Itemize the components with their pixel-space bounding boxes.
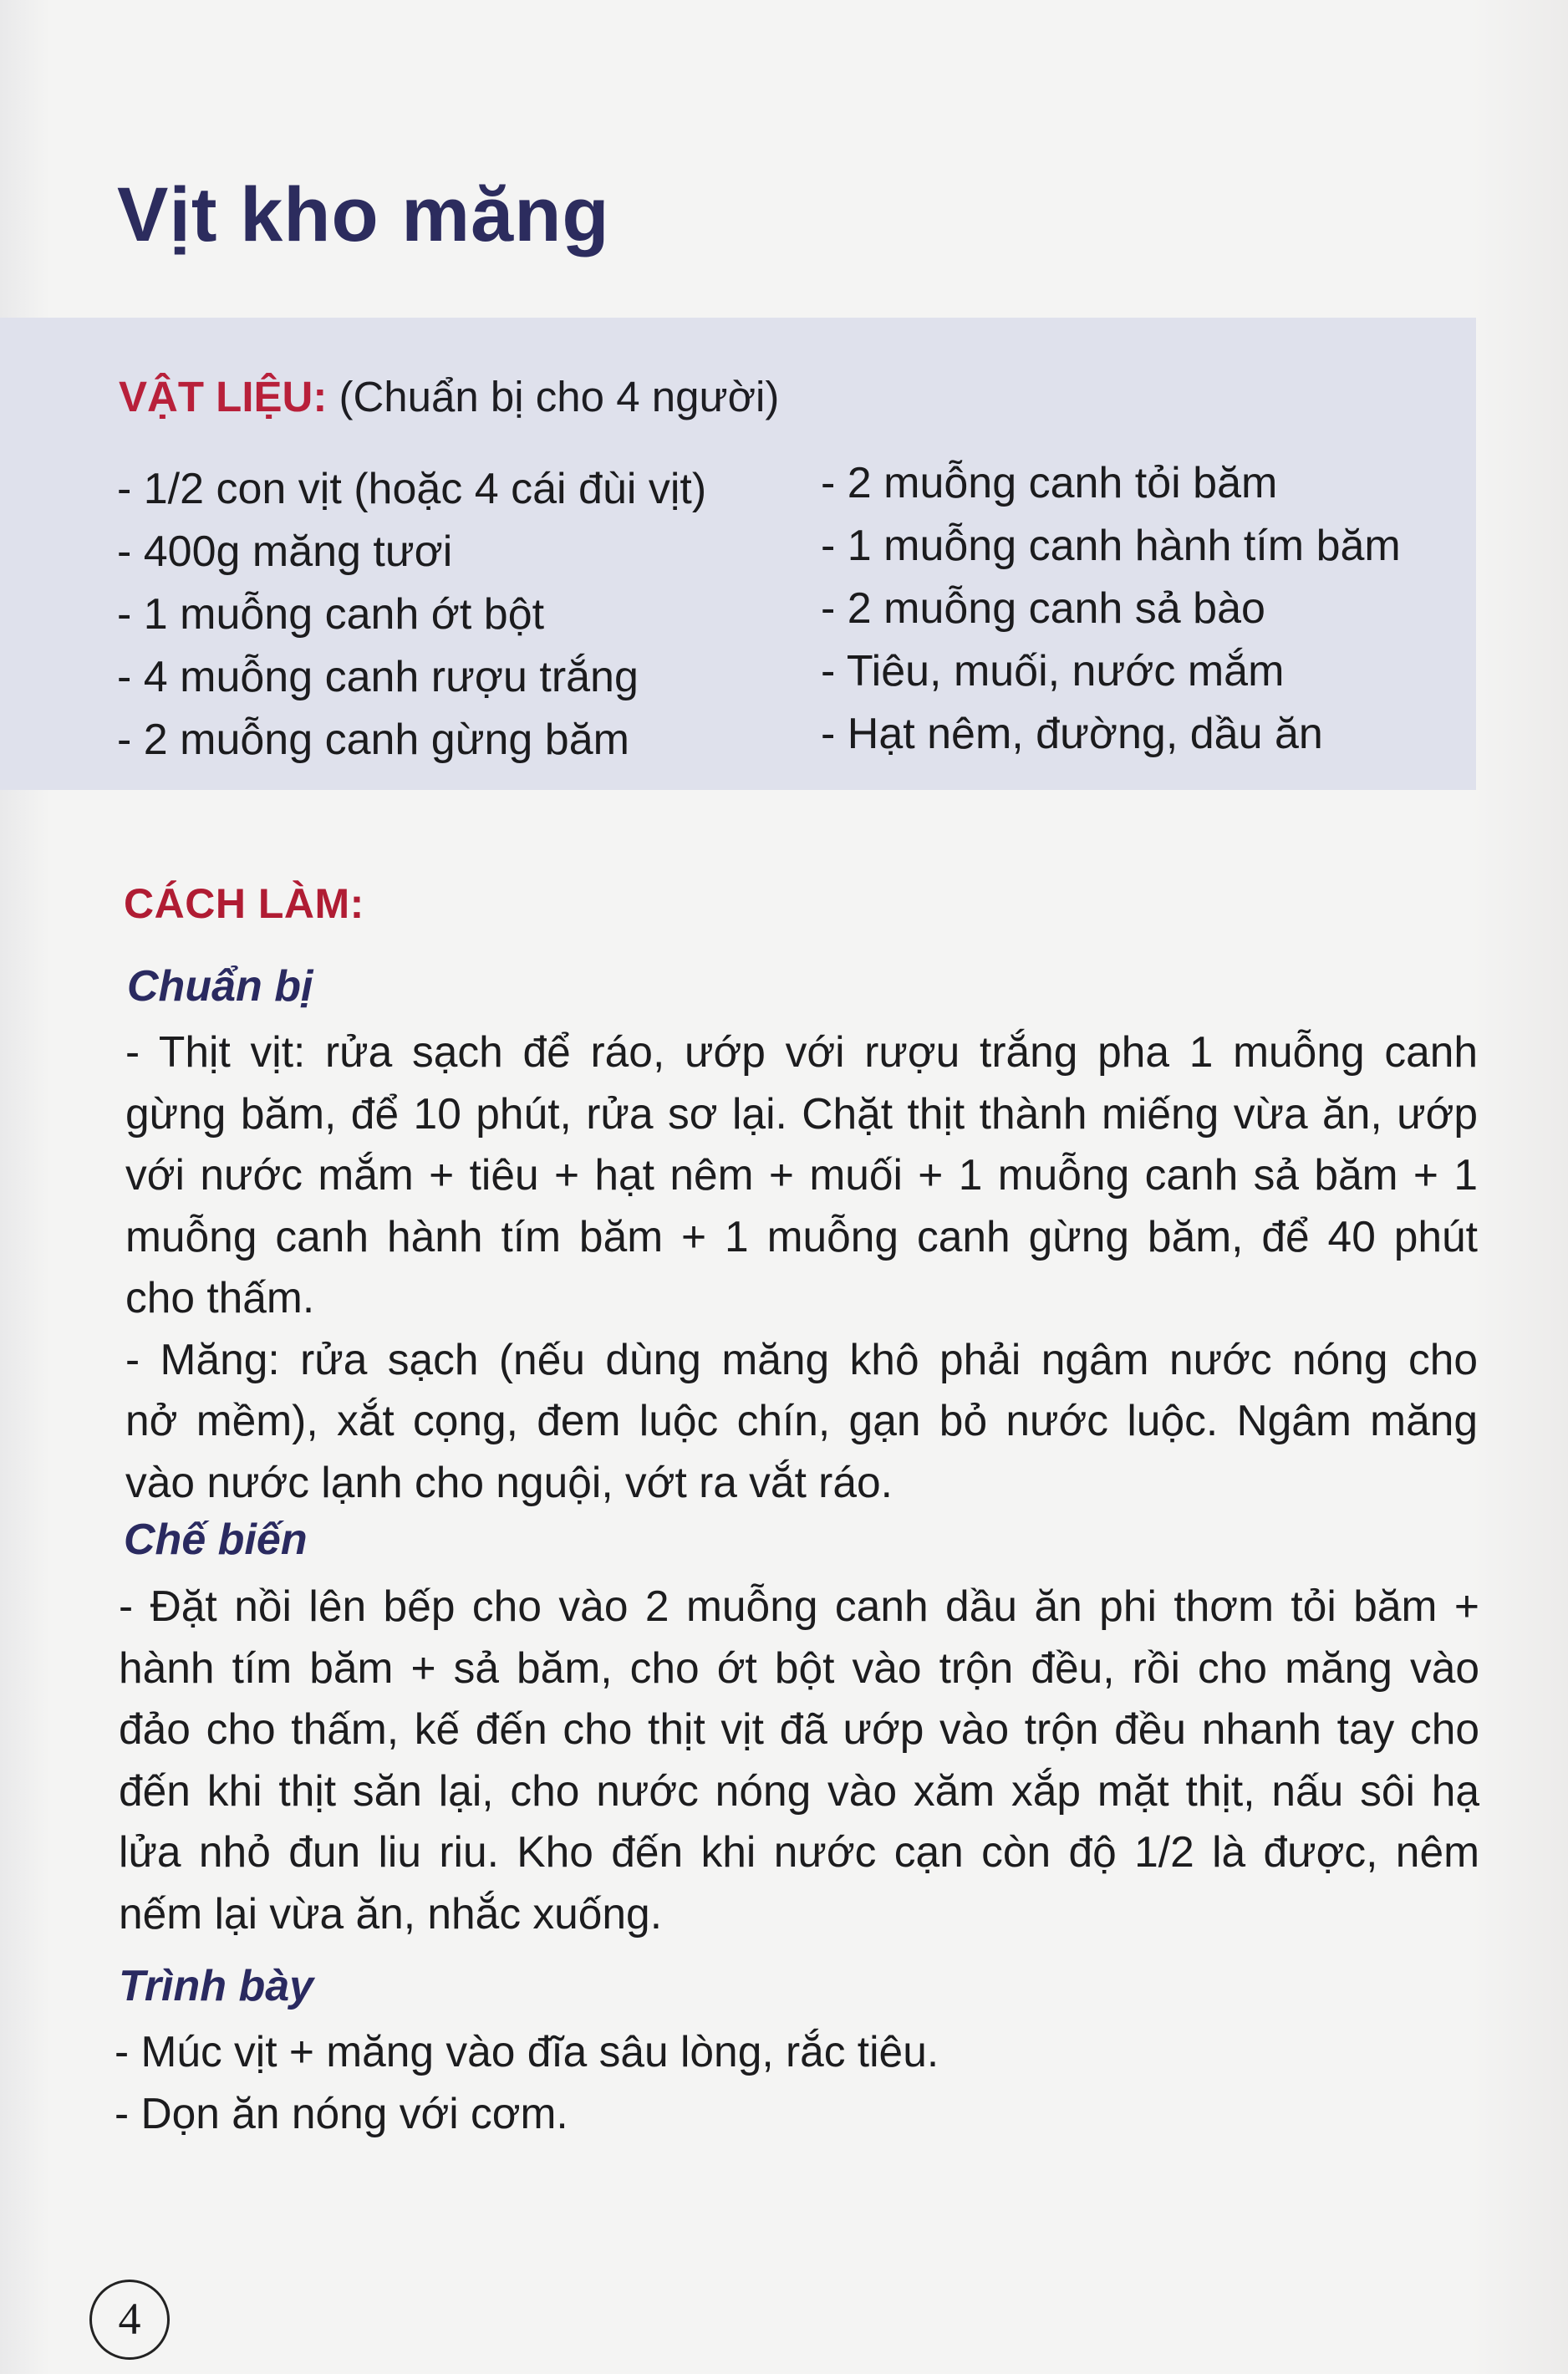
serve-subheading: Trình bày — [119, 1962, 314, 2010]
ingredient-item: - 1 muỗng canh hành tím băm — [821, 522, 1401, 570]
ingredient-item: - Tiêu, muối, nước mắm — [821, 647, 1285, 695]
ingredient-item: - 1/2 con vịt (hoặc 4 cái đùi vịt) — [117, 465, 707, 513]
text-line: muỗng canh hành tím băm + 1 muỗng canh gừng băm, để 40 phút — [125, 1211, 1478, 1261]
text-line: đảo cho thấm, kế đến cho thịt vịt đã ướp vào trộn đều nhanh tay cho — [119, 1704, 1479, 1753]
text-line: cho thấm. — [125, 1273, 315, 1322]
cook-paragraph — [119, 1576, 1479, 1944]
ingredient-item: - 2 muỗng canh gừng băm — [117, 716, 629, 764]
text-line: - Thịt vịt: rửa sạch để ráo, ướp với rượu trắng pha 1 muỗng canh — [125, 1027, 1478, 1076]
text-line: vào nước lạnh cho nguội, vớt ra vắt ráo. — [125, 1457, 893, 1506]
materials-label: VẬT LIỆU: — [119, 373, 328, 420]
ingredient-list-right — [821, 452, 1401, 766]
materials-heading — [119, 372, 779, 421]
method-heading: CÁCH LÀM: — [124, 880, 364, 927]
prep-paragraph — [125, 1021, 1478, 1513]
text-line: lửa nhỏ đun liu riu. Kho đến khi nước cạn còn độ 1/2 là được, nêm — [119, 1827, 1479, 1876]
text-line: gừng băm, để 10 phút, rửa sơ lại. Chặt thịt thành miếng vừa ăn, ướp — [125, 1088, 1478, 1138]
text-line: nếm lại vừa ăn, nhắc xuống. — [119, 1888, 663, 1938]
text-line: - Măng: rửa sạch (nếu dùng măng khô phải ngâm nước nóng cho — [125, 1334, 1478, 1383]
ingredient-item: - 2 muỗng canh sả bào — [821, 584, 1265, 633]
page-title: Vịt kho măng — [117, 172, 610, 257]
text-line: đến khi thịt săn lại, cho nước nóng vào xăm xắp mặt thịt, nấu sôi hạ — [119, 1765, 1479, 1815]
text-line: - Dọn ăn nóng với cơm. — [115, 2088, 568, 2137]
text-line: hành tím băm + sả băm, cho ớt bột vào trộn đều, rồi cho măng vào — [119, 1643, 1479, 1692]
serve-paragraph — [115, 2021, 1475, 2144]
prep-subheading: Chuẩn bị — [127, 962, 313, 1011]
ingredient-item: - 2 muỗng canh tỏi băm — [821, 459, 1278, 507]
materials-note: (Chuẩn bị cho 4 người) — [327, 373, 780, 420]
text-line: - Múc vịt + măng vào đĩa sâu lòng, rắc tiêu. — [115, 2027, 939, 2076]
ingredient-item: - 1 muỗng canh ớt bột — [117, 590, 545, 639]
ingredient-item: - 400g măng tươi — [117, 527, 453, 576]
page-number: 4 — [89, 2280, 170, 2360]
text-line: nở mềm), xắt cọng, đem luộc chín, gạn bỏ nước luộc. Ngâm măng — [125, 1396, 1478, 1444]
text-line: - Đặt nồi lên bếp cho vào 2 muỗng canh dầu ăn phi thơm tỏi băm + — [119, 1582, 1479, 1630]
cook-subheading: Chế biến — [124, 1516, 308, 1564]
text-line: với nước mắm + tiêu + hạt nêm + muối + 1 muỗng canh sả băm + 1 — [125, 1150, 1478, 1199]
ingredient-item: - 4 muỗng canh rượu trắng — [117, 653, 639, 701]
ingredient-list-left — [117, 458, 706, 772]
ingredient-item: - Hạt nêm, đường, dầu ăn — [821, 710, 1323, 758]
